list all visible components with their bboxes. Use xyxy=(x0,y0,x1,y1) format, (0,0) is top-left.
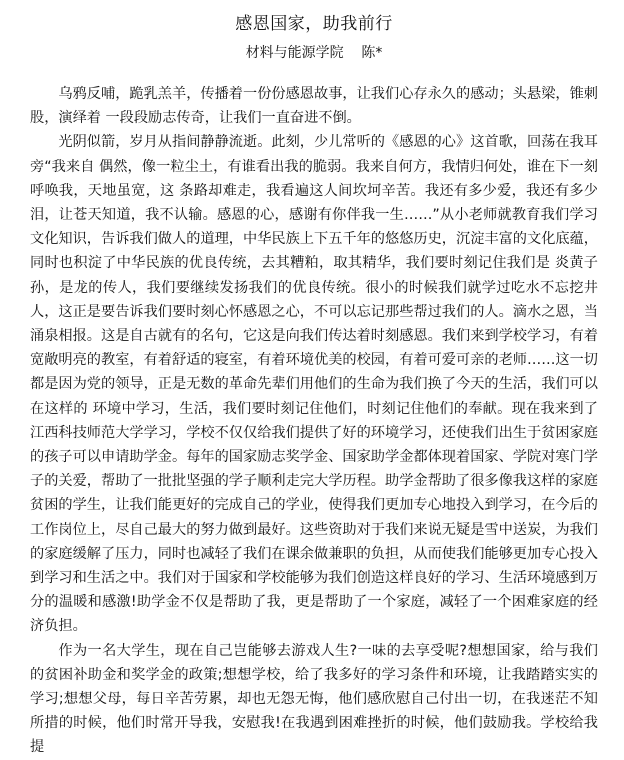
paragraph-3: 作为一名大学生，现在自己岂能够去游戏人生?一味的去享受呢?想想国家，给与我们的贫困补助金和奖学金的政策;想想学校，给了我多好的学习条件和环境，让我踏踏实实的学习;想想父母，每日辛苦劳累，却也无怨无悔，他们感欣慰自己付出一切，在我迷茫不知所措的时候，他们时常开导我，安慰我!在我遇到困难挫折的时候，他们鼓励我。学校给我提 xyxy=(30,642,598,756)
paragraph-1: 乌鸦反哺，跪乳羔羊，传播着一份份感恩故事，让我们心存永久的感动；头悬梁，锥刺股，演绎着 一段段励志传奇，让我们一直奋进不倒。 xyxy=(30,86,598,127)
paragraph-2: 光阴似箭，岁月从指间静静流逝。此刻，少儿常听的《感恩的心》这首歌，回荡在我耳旁“我来自 偶然，像一粒尘土，有谁看出我的脆弱。我来自何方，我情归何处，谁在下一刻呼唤我，天地虽宽，这 条路却难走，我看遍这人间坎坷辛苦。我还有多少爱，我还有多少泪，让苍天知道，我不认输。感恩的心，感谢有你伴我一生……”从小老师就教育我们学习文化知识，告诉我们做人的道理，中华民族上下五千年的悠悠历史，沉淀丰富的文化底蕴，同时也积淀了中华民族的优良传统，去其糟粕，取其精华，我们要时刻记住我们是 炎黄子孙，是龙的传人，我们要继续发扬我们的优良传统。很小的时候我们就学过吃水不忘挖井人，这正是要告诉我们要时刻心怀感恩之心，不可以忘记那些帮过我们的人。滴水之恩，当涌泉相报。这是自古就有的名句，它这是向我们传达着时刻感恩。我们来到学校学习，有着宽敞明亮的教室，有着舒适的寝室，有着环境优美的校园，有着可爱可亲的老师……这一切都是因为党的领导，正是无数的革命先辈们用他们的生命为我们换了今天的生活，我们可以在这样的 环境中学习，生活，我们要时刻记住他们，时刻记住他们的奉献。现在我来到了江西科技师范大学学习，学校不仅仅给我们提供了好的环境学习，还使我们出生于贫困家庭的孩子可以申请助学金。每年的国家励志奖学金、国家助学金都体现着国家、学院对寒门学子的关爱，帮助了一批批坚强的学子顺利走完大学历程。助学金帮助了很多像我这样的家庭贫困的学生，让我们能更好的完成自己的学业，使得我们更加专心地投入到学习，在今后的工作岗位上，尽自己最大的努力做到最好。这些资助对于我们来说无疑是雪中送炭，为我们的家庭缓解了压力，同时也减轻了我们在课余做兼职的负担，从而使我们能够更加专心投入到学习和生活之中。我们对于国家和学校能够为我们创造这样良好的学习、生活环境感到万分的温暖和感激!助学金不仅是帮助了我，更是帮助了一个家庭，减轻了一个困难家庭的经济负担。 xyxy=(30,134,598,635)
author-line: 材料与能源学院 陈* xyxy=(245,45,383,61)
document-title: 感恩国家，助我前行 xyxy=(235,14,393,34)
